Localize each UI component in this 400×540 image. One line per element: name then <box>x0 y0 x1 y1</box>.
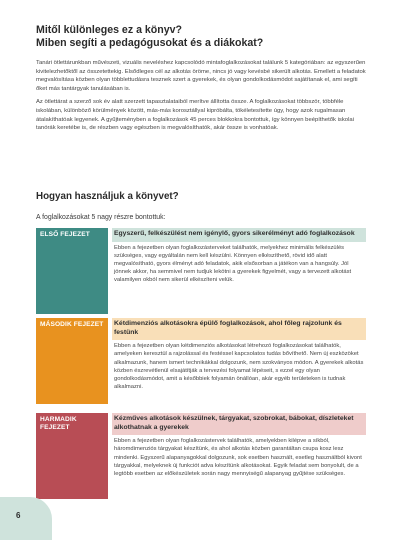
chapter-block-2 <box>36 318 366 409</box>
chapter-3-heading: Kézműves alkotások készülnek, tárgyakat, szobrokat, bábokat, díszleteket alkothatnak a gyerekek <box>112 413 366 435</box>
page-number-tab <box>0 497 52 540</box>
chapter-3-label: HARMADIK FEJEZET <box>40 416 77 431</box>
intro-paragraph-2: Az ötlettárat a szerző sok év alatt szerzett tapasztalataiból merítve állította össze. A foglalkozásokat többször, többféle iskolában, különböző körülmények között, más-más korosztállyal kipróbálta, tökéletesítette úgy, hogy azok rugalmasan átalakíthatóak legyenek. A gyűjteményben a foglalkozások 45 perces blokkokra bontottuk, így könnyen beépíthetők iskolai tanórák keretébe is, de részben vagy egészben is megvalósíthatók, akár össze is vonhatóak. <box>36 99 354 132</box>
chapter-2-heading: Kétdimenziós alkotásokra épülő foglalkozások, ahol főleg rajzolunk és festünk <box>112 318 366 340</box>
chapter-list <box>36 228 366 527</box>
chapter-2-body <box>112 318 366 391</box>
chapter-1-text: Ebben a fejezetben olyan foglalkozásterveket találhatók, melyekhez minimális felkészülés szükséges, vagy egyáltalán nem kell készülni. Könnyen elkészíthető, rövid idő alatt megvalósítható, gyors élményt adó feladatok, akik elsősorban a játékon van a hangsúly. Jól jönnek akkor, ha semmivel nem tudjuk lekötni a gyerekek figyelmét, vagy a tervezett alkotást valamilyen okból nem sikerül elkészíteni velük. <box>114 244 352 284</box>
chapter-3-color-chip <box>36 413 108 499</box>
chapter-1-body <box>112 228 366 285</box>
chapter-block-3 <box>36 413 366 523</box>
chapter-1-heading: Egyszerű, felkészülést nem igénylő, gyors sikerélményt adó foglalkozások <box>112 228 366 242</box>
chapter-1-label: ELSŐ FEJEZET <box>40 231 90 238</box>
section1-title: Mitől különleges ez a könyv? Miben segíti a pedagógusokat és a diákokat? <box>36 24 264 49</box>
section2-title: Hogyan használjuk a könyvet? <box>36 191 179 202</box>
section2-lead: A foglalkozásokat 5 nagy részre bontottuk: <box>36 214 166 221</box>
intro-paragraph-1: Tanári ötlettárunkban művészeti, vizuális neveléshez kapcsolódó mintafoglalkozásokat találunk 5 kategóriában: az egyszerűen kivitelezhetőktől az összetettekig. Elsődleges cél az alkotás öröme, nincs jó vagy kevésbé sikerült alkotás. Emellett a feladatok megvalósítása közben olyan többlettudásra tesznek szert a gyerekek, és olyan gondolkodásmódot sajátítanak el, ami segíti őket más tantárgyak tanulásában is. <box>36 60 366 92</box>
page-number: 6 <box>16 511 21 520</box>
chapter-2-color-chip <box>36 318 108 404</box>
chapter-block-1 <box>36 228 366 314</box>
chapter-3-text: Ebben a fejezetben olyan foglalkozástervek találhatók, amelyekben kilépve a síkból, háromdimenziós tárgyakat készítünk, és ahol alkotás közben garantáltan csupa kosz lesz mindenki. Egyszerű alapanyagokkal dolgozunk, sok esetben használt, esetleg használtból kivont tárgyakkal, melyeknek új funkciót adva készítünk alkotásokat. Egyik feladat sem bonyolult, de a legtöbb esetben az előkészületek során nagy mennyiségű alapanyag gyűjtése szükséges. <box>114 438 362 477</box>
chapter-3-body <box>112 413 366 478</box>
section1-intro <box>36 59 366 138</box>
chapter-2-label: MÁSODIK FEJEZET <box>40 321 104 328</box>
chapter-2-text: Ebben a fejezetben olyan kétdimenziós alkotásokat létrehozó foglalkozásokat találhatók, amelyeken keresztül a rajzolással és festéssel kapcsolatos tudás bővíthető. Nem új eszközöket alkalmazunk, hanem ismert technikákkal dolgozunk, nem szokványos módon. A gyerekek alkotás közben észrevétlenül elsajátítják a tervezési folyamat lépéseit, s ezzel egy olyan gondolkodásmódot, amit a későbbiek folyamán önállóan, akár egyéb területeken is tudnak alkalmazni. <box>114 343 364 391</box>
chapter-1-color-chip <box>36 228 108 314</box>
